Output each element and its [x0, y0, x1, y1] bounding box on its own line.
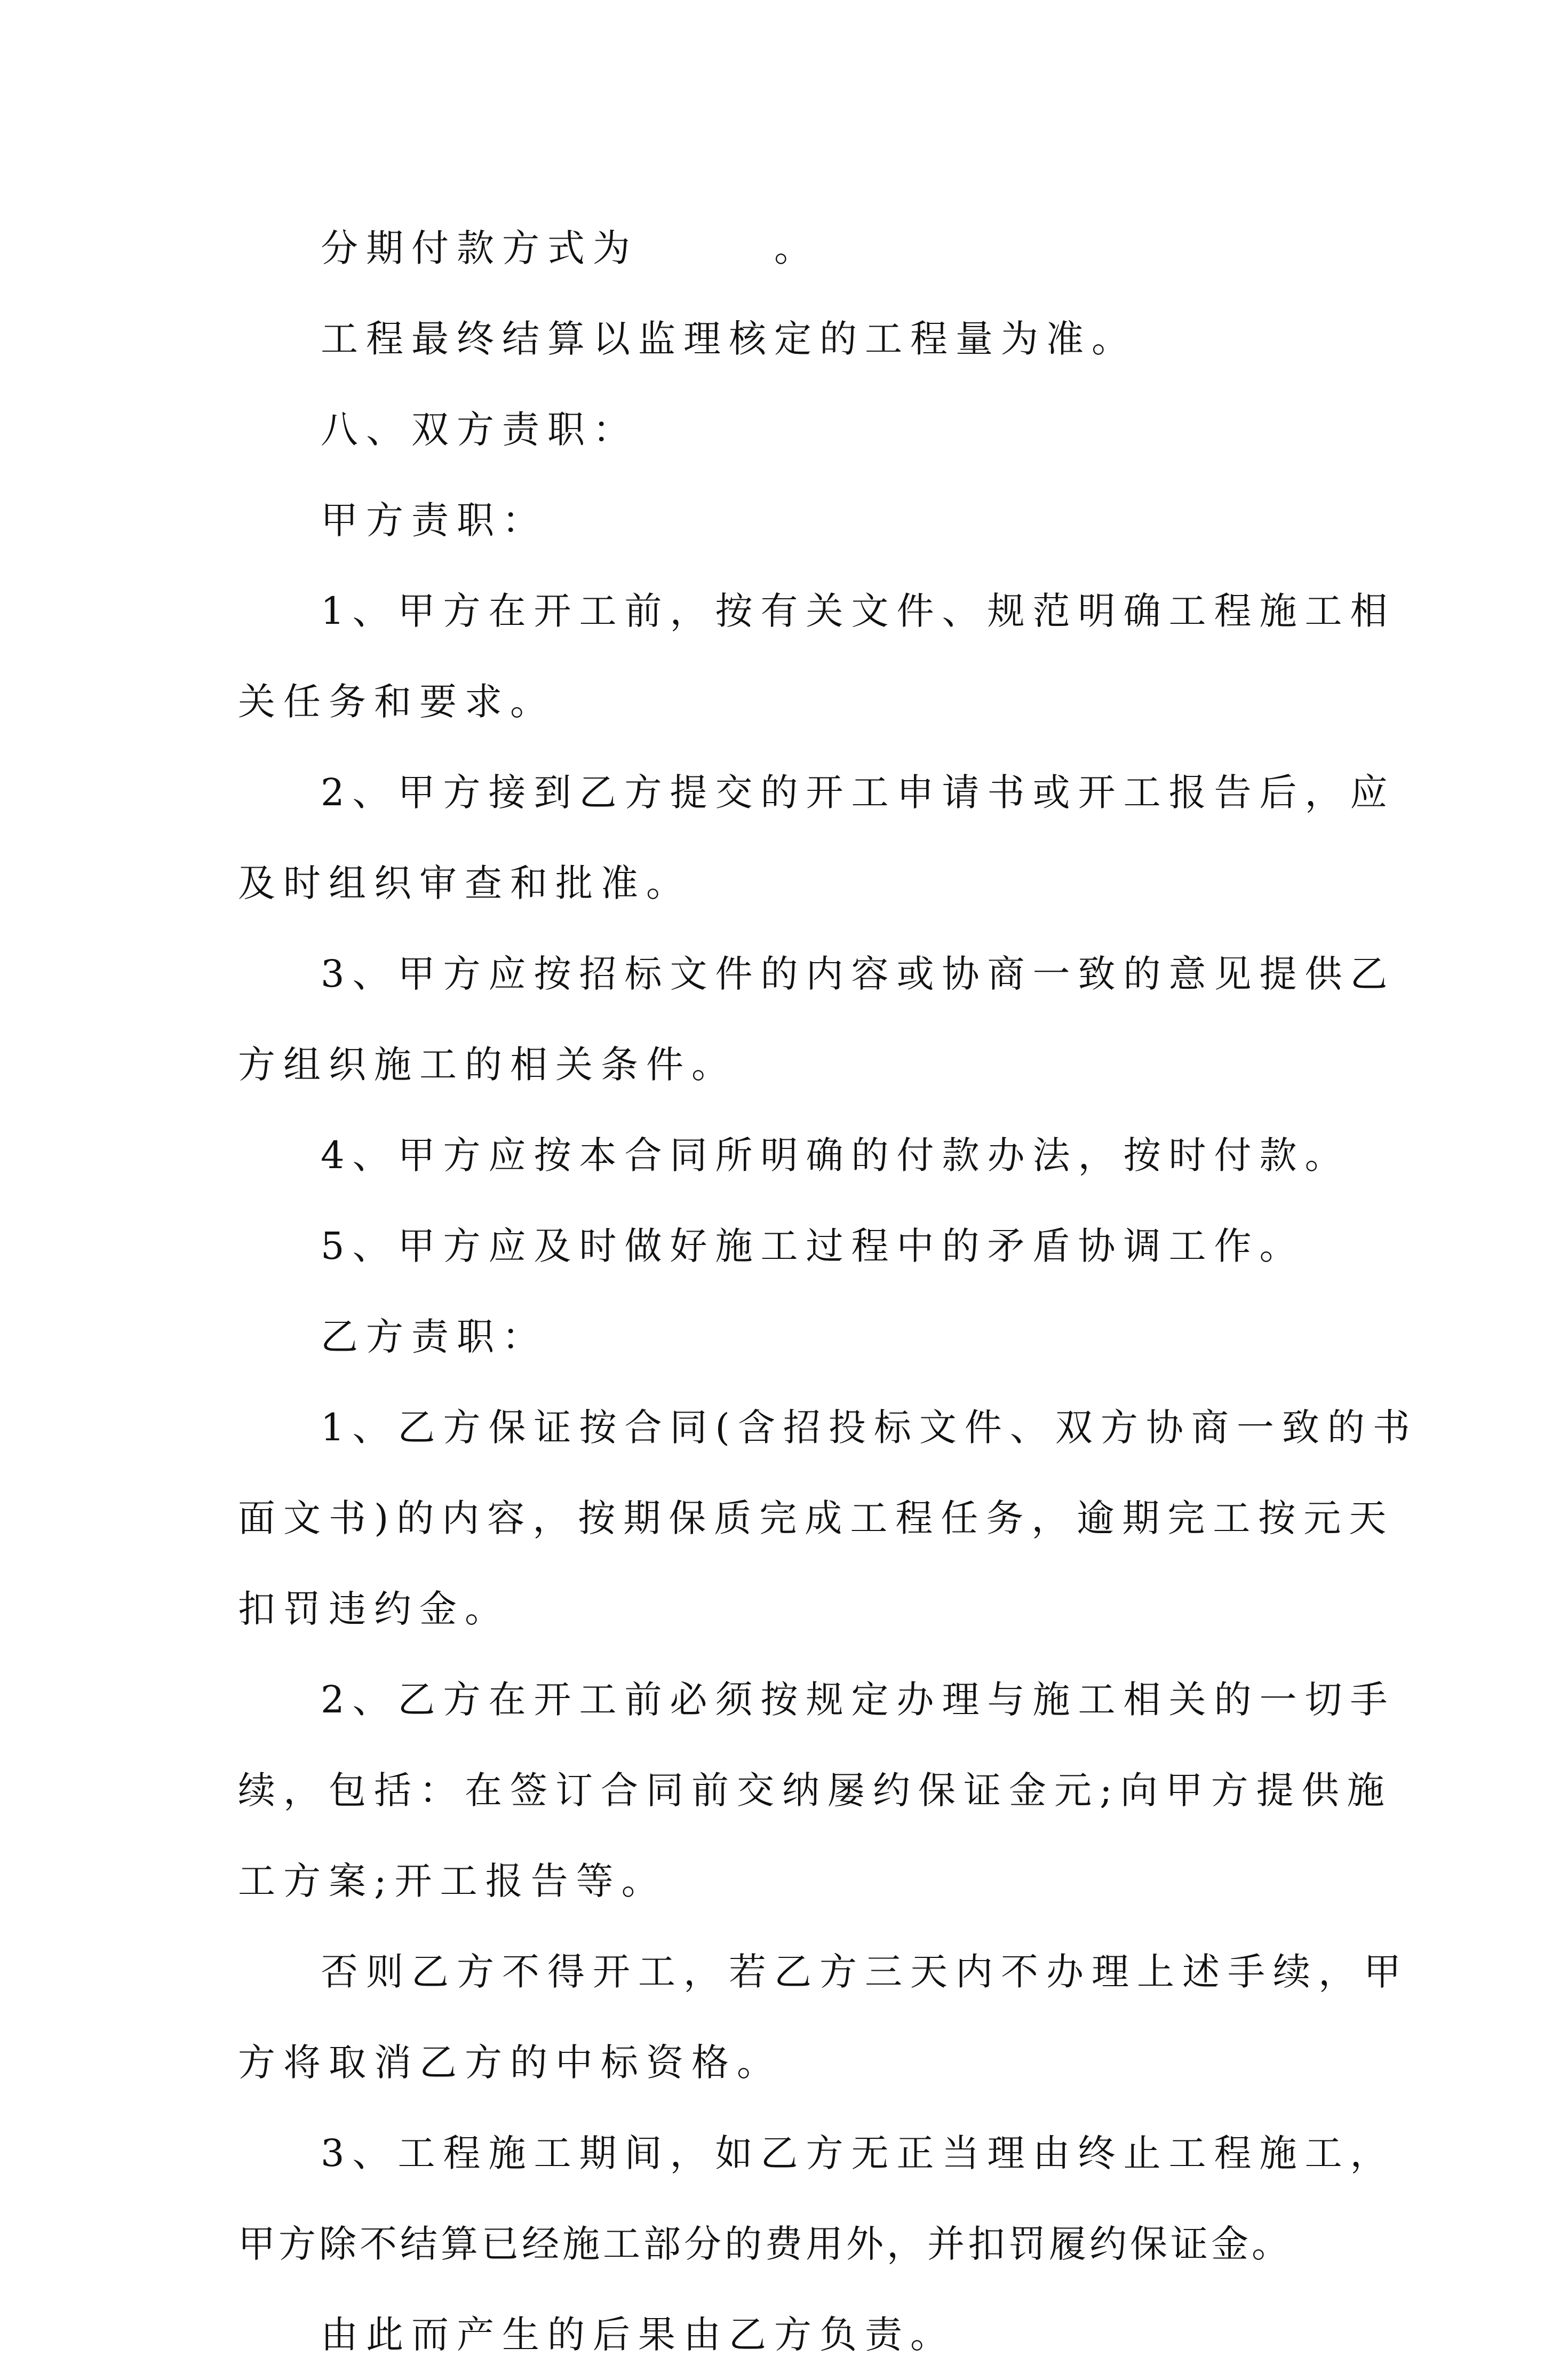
text-line: 否则乙方不得开工，若乙方三天内不办理上述手续，甲: [321, 1950, 1409, 1994]
section-heading: 八、双方责职：: [321, 408, 638, 451]
text-line: 方组织施工的相关条件。: [238, 1043, 737, 1086]
text-line: 3、工程施工期间，如乙方无正当理由终止工程施工，: [321, 2131, 1396, 2175]
text-line: 工程最终结算以监理核定的工程量为准。: [321, 317, 1137, 361]
text-line: 面文书)的内容，按期保质完成工程任务，逾期完工按元天: [238, 1496, 1395, 1540]
text-line: 4、甲方应按本合同所明确的付款办法，按时付款。: [321, 1133, 1350, 1177]
subsection-heading: 乙方责职：: [321, 1315, 547, 1359]
text-line: 1、甲方在开工前，按有关文件、规范明确工程施工相: [321, 589, 1396, 633]
text-line: 分期付款方式为 。: [321, 226, 819, 270]
text-line: 5、甲方应及时做好施工过程中的矛盾协调工作。: [321, 1224, 1305, 1268]
text-line: 2、甲方接到乙方提交的开工申请书或开工报告后，应: [321, 771, 1396, 814]
text-line: 由此而产生的后果由乙方负责。: [321, 2313, 956, 2357]
text-line: 1、乙方保证按合同(含招投标文件、双方协商一致的书: [321, 1406, 1418, 1449]
text-line: 扣罚违约金。: [238, 1587, 510, 1631]
text-line: 2、乙方在开工前必须按规定办理与施工相关的一切手: [321, 1678, 1396, 1721]
text-line: 续，包括：在签订合同前交纳屡约保证金元;向甲方提供施: [238, 1768, 1392, 1812]
text-line: 方将取消乙方的中标资格。: [238, 2041, 782, 2084]
subsection-heading: 甲方责职：: [321, 498, 547, 542]
text-line: 及时组织审查和批准。: [238, 861, 691, 905]
document-page: [238, 203, 1418, 2380]
text-line: 工方案;开工报告等。: [238, 1859, 667, 1903]
text-line: 甲方除不结算已经施工部分的费用外，并扣罚履约保证金。: [238, 2222, 1292, 2266]
text-line: 关任务和要求。: [238, 680, 555, 724]
text-line: 3、甲方应按招标文件的内容或协商一致的意见提供乙: [321, 952, 1396, 996]
